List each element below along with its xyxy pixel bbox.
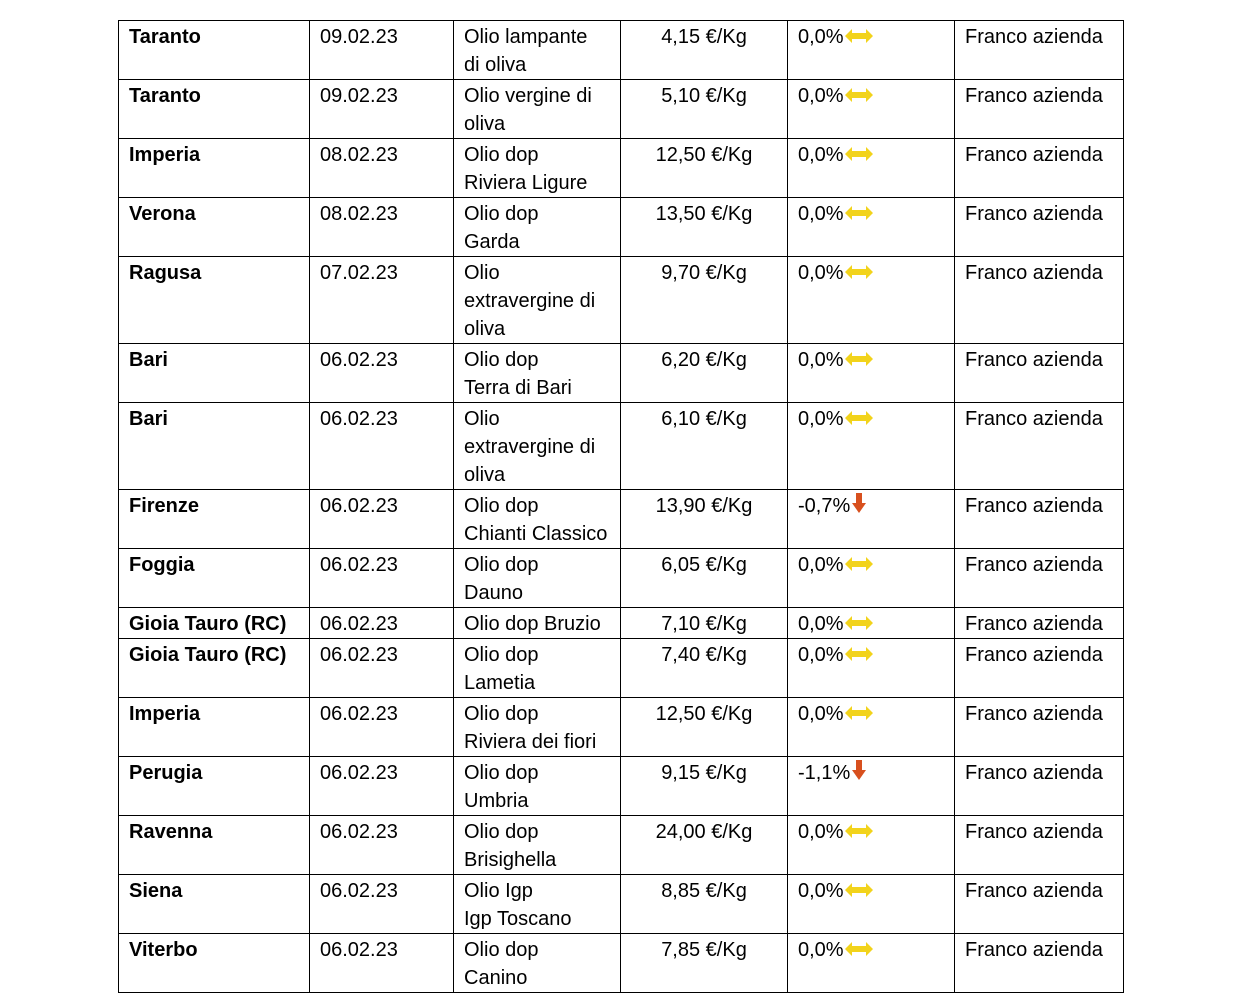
product-line: Chianti Classico [464,523,608,545]
terms-cell: Franco azienda [955,257,1124,344]
arrow-left-right-icon [845,23,873,51]
city-cell: Foggia [119,549,310,608]
table-row [119,257,1124,344]
table-row [119,21,1124,80]
date-cell: 07.02.23 [310,257,454,344]
price-cell: 4,15 €/Kg [621,21,788,80]
city-cell: Viterbo [119,934,310,993]
date-cell: 06.02.23 [310,875,454,934]
product-line: Olio dop [464,703,539,725]
product-line: extravergine di [464,436,596,458]
terms-cell: Franco azienda [955,816,1124,875]
date-cell: 09.02.23 [310,80,454,139]
arrow-left-right-icon [845,641,873,669]
product-line: Olio dop [464,144,539,166]
table-row [119,344,1124,403]
table-row [119,139,1124,198]
product-line: oliva [464,464,506,486]
variation-cell [788,344,955,403]
date-cell: 08.02.23 [310,198,454,257]
product-line: Igp Toscano [464,908,572,930]
terms-cell: Franco azienda [955,139,1124,198]
price-cell: 6,10 €/Kg [621,403,788,490]
product-cell [454,80,621,139]
city-cell: Imperia [119,139,310,198]
city-cell: Firenze [119,490,310,549]
variation-value: -1,1% [798,762,851,784]
city-cell: Perugia [119,757,310,816]
arrow-left-right-icon [845,82,873,110]
terms-cell: Franco azienda [955,875,1124,934]
price-cell: 13,50 €/Kg [621,198,788,257]
price-cell: 7,85 €/Kg [621,934,788,993]
variation-cell [788,757,955,816]
arrow-down-icon [851,759,867,789]
arrow-left-right-icon [845,346,873,374]
product-line: Olio dop [464,644,539,666]
table-row [119,80,1124,139]
product-cell [454,875,621,934]
terms-cell: Franco azienda [955,608,1124,639]
product-line: Olio dop [464,349,539,371]
date-cell: 06.02.23 [310,934,454,993]
arrow-left-right-icon [845,818,873,846]
terms-cell: Franco azienda [955,344,1124,403]
variation-value: 0,0% [798,85,844,107]
product-line: Olio lampante [464,26,588,48]
variation-value: 0,0% [798,644,844,666]
date-cell: 06.02.23 [310,608,454,639]
variation-value: 0,0% [798,349,844,371]
product-line: extravergine di [464,290,596,312]
price-cell: 12,50 €/Kg [621,139,788,198]
arrow-left-right-icon [845,259,873,287]
terms-cell: Franco azienda [955,757,1124,816]
product-line: Terra di Bari [464,377,572,399]
terms-cell: Franco azienda [955,403,1124,490]
city-cell: Imperia [119,698,310,757]
variation-value: 0,0% [798,262,844,284]
price-cell: 7,40 €/Kg [621,639,788,698]
product-cell [454,344,621,403]
price-cell: 24,00 €/Kg [621,816,788,875]
date-cell: 06.02.23 [310,490,454,549]
product-line: Riviera dei fiori [464,731,597,753]
product-line: Canino [464,967,528,989]
arrow-left-right-icon [845,551,873,579]
arrow-down-icon [851,492,867,522]
variation-cell [788,80,955,139]
variation-value: 0,0% [798,821,844,843]
table-row [119,698,1124,757]
terms-cell: Franco azienda [955,490,1124,549]
variation-value: 0,0% [798,880,844,902]
price-table [118,20,1124,993]
product-cell [454,198,621,257]
product-line: Olio vergine di [464,85,592,107]
terms-cell: Franco azienda [955,198,1124,257]
table-row [119,816,1124,875]
product-cell [454,549,621,608]
product-cell [454,757,621,816]
product-line: oliva [464,318,506,340]
date-cell: 09.02.23 [310,21,454,80]
table-row [119,608,1124,639]
product-cell [454,816,621,875]
city-cell: Bari [119,403,310,490]
date-cell: 06.02.23 [310,698,454,757]
variation-value: 0,0% [798,613,844,635]
product-line: Olio dop [464,203,539,225]
price-cell: 12,50 €/Kg [621,698,788,757]
product-line: Olio Igp [464,880,533,902]
terms-cell: Franco azienda [955,934,1124,993]
product-line: Olio dop [464,939,539,961]
product-cell [454,139,621,198]
date-cell: 08.02.23 [310,139,454,198]
product-line: Olio dop [464,821,539,843]
product-cell [454,21,621,80]
price-cell: 7,10 €/Kg [621,608,788,639]
variation-cell [788,198,955,257]
table-row [119,639,1124,698]
terms-cell: Franco azienda [955,639,1124,698]
product-line: Olio dop [464,495,539,517]
arrow-left-right-icon [845,141,873,169]
product-line: Olio dop [464,554,539,576]
product-line: di oliva [464,54,527,76]
table-row [119,875,1124,934]
variation-cell [788,608,955,639]
arrow-left-right-icon [845,700,873,728]
arrow-left-right-icon [845,610,873,638]
product-cell [454,403,621,490]
table-row [119,934,1124,993]
product-line: Olio [464,262,500,284]
terms-cell: Franco azienda [955,698,1124,757]
product-cell [454,934,621,993]
variation-cell [788,403,955,490]
terms-cell: Franco azienda [955,549,1124,608]
city-cell: Ragusa [119,257,310,344]
variation-cell [788,549,955,608]
product-cell [454,257,621,344]
product-cell [454,608,621,639]
price-table-body [119,21,1124,993]
variation-cell [788,639,955,698]
variation-value: 0,0% [798,703,844,725]
city-cell: Siena [119,875,310,934]
price-cell: 6,20 €/Kg [621,344,788,403]
variation-cell [788,257,955,344]
price-cell: 9,70 €/Kg [621,257,788,344]
city-cell: Bari [119,344,310,403]
price-cell: 5,10 €/Kg [621,80,788,139]
product-line: Olio dop Bruzio [464,613,601,635]
variation-cell [788,875,955,934]
product-line: Garda [464,231,520,253]
variation-cell [788,21,955,80]
variation-cell [788,816,955,875]
product-line: Dauno [464,582,523,604]
variation-value: -0,7% [798,495,851,517]
city-cell: Gioia Tauro (RC) [119,639,310,698]
date-cell: 06.02.23 [310,344,454,403]
table-row [119,490,1124,549]
product-cell [454,490,621,549]
arrow-left-right-icon [845,936,873,964]
terms-cell: Franco azienda [955,21,1124,80]
terms-cell: Franco azienda [955,80,1124,139]
date-cell: 06.02.23 [310,757,454,816]
arrow-left-right-icon [845,877,873,905]
variation-value: 0,0% [798,26,844,48]
variation-cell [788,934,955,993]
table-row [119,198,1124,257]
variation-cell [788,139,955,198]
product-line: Olio dop [464,762,539,784]
city-cell: Gioia Tauro (RC) [119,608,310,639]
date-cell: 06.02.23 [310,549,454,608]
city-cell: Verona [119,198,310,257]
price-cell: 8,85 €/Kg [621,875,788,934]
date-cell: 06.02.23 [310,816,454,875]
product-cell [454,639,621,698]
city-cell: Ravenna [119,816,310,875]
price-cell: 6,05 €/Kg [621,549,788,608]
price-cell: 13,90 €/Kg [621,490,788,549]
variation-value: 0,0% [798,408,844,430]
product-line: Brisighella [464,849,557,871]
variation-cell [788,698,955,757]
variation-cell [788,490,955,549]
arrow-left-right-icon [845,200,873,228]
table-row [119,403,1124,490]
variation-value: 0,0% [798,144,844,166]
product-line: Olio [464,408,500,430]
arrow-left-right-icon [845,405,873,433]
table-row [119,757,1124,816]
product-line: Umbria [464,790,529,812]
variation-value: 0,0% [798,554,844,576]
city-cell: Taranto [119,80,310,139]
product-cell [454,698,621,757]
city-cell: Taranto [119,21,310,80]
table-row [119,549,1124,608]
date-cell: 06.02.23 [310,639,454,698]
price-cell: 9,15 €/Kg [621,757,788,816]
variation-value: 0,0% [798,939,844,961]
date-cell: 06.02.23 [310,403,454,490]
product-line: oliva [464,113,506,135]
product-line: Riviera Ligure [464,172,588,194]
variation-value: 0,0% [798,203,844,225]
product-line: Lametia [464,672,536,694]
